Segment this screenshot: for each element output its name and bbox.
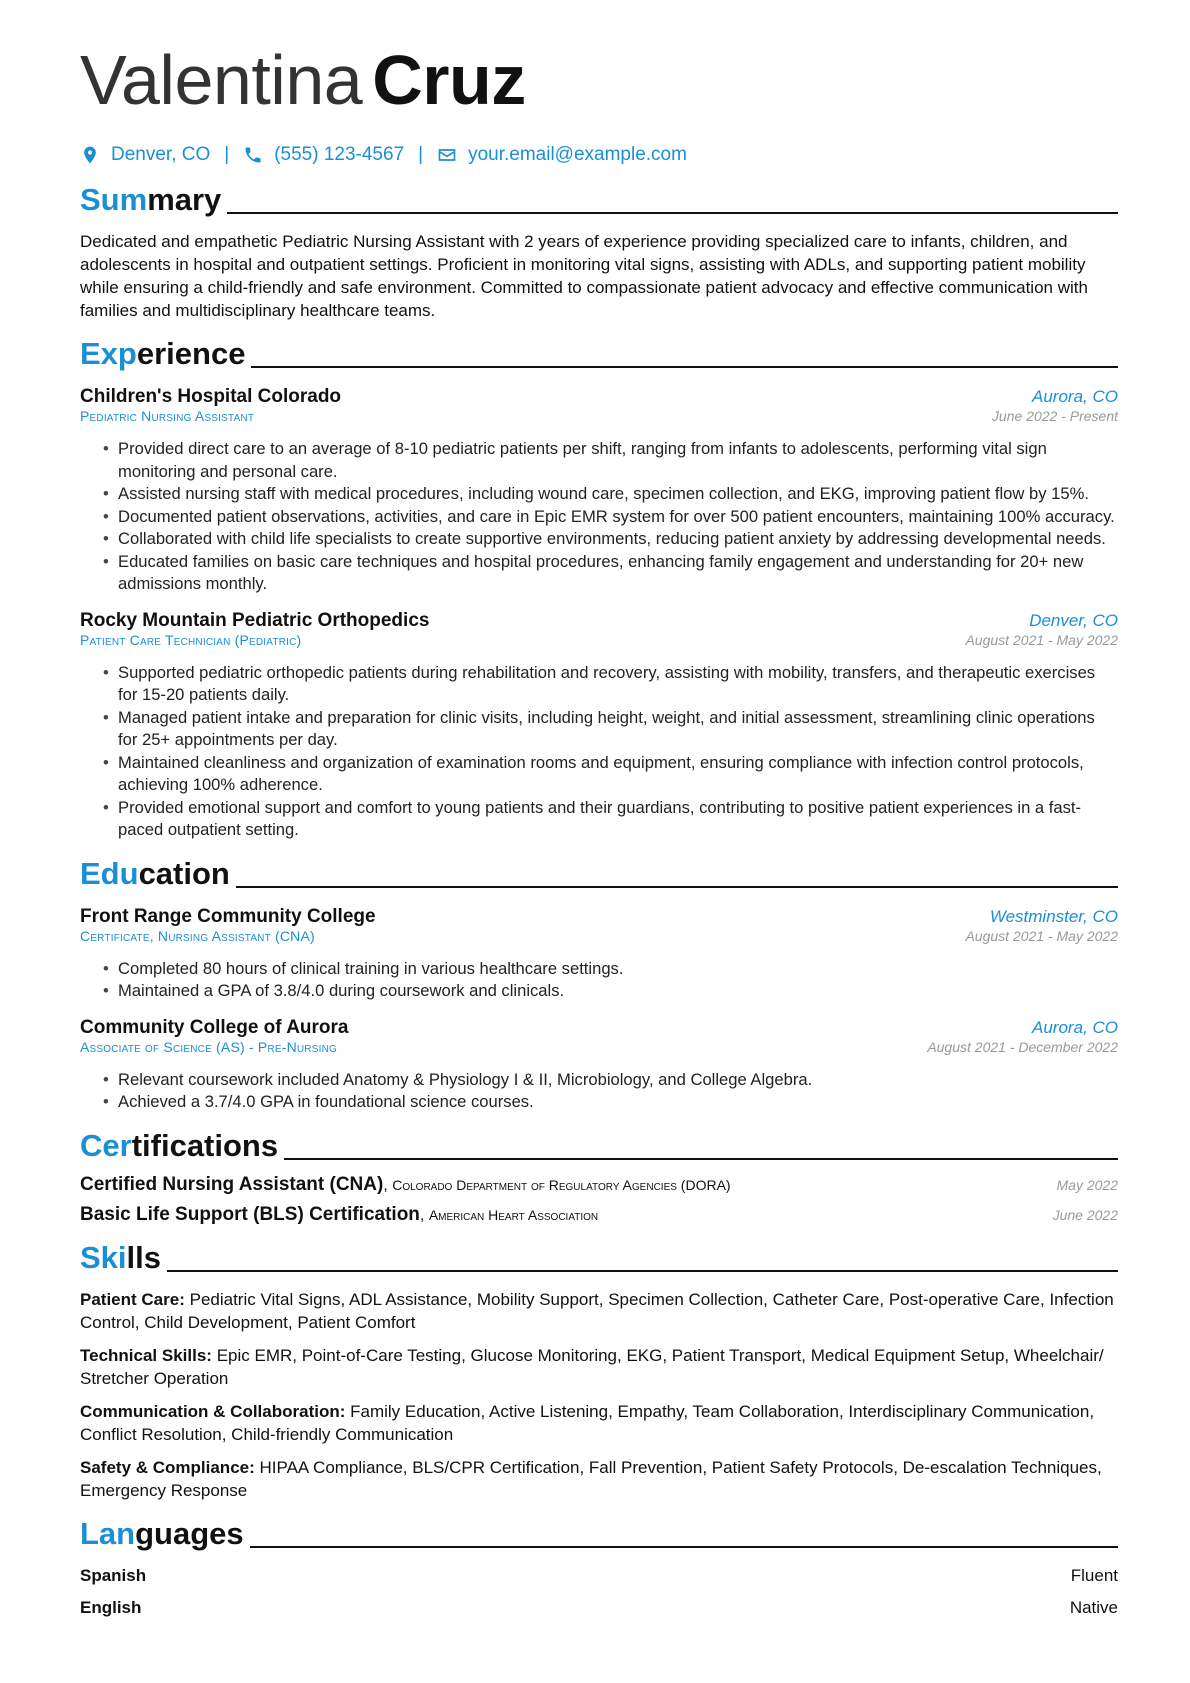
- certification-issuer: Colorado Department of Regulatory Agencies (DORA): [392, 1176, 731, 1193]
- certification-name: Basic Life Support (BLS) Certification: [80, 1203, 420, 1225]
- certification-list: [80, 1174, 1118, 1226]
- certification-name: Certified Nursing Assistant (CNA): [80, 1173, 384, 1195]
- skill-group-label: Patient Care:: [80, 1289, 185, 1309]
- employer-name: Children's Hospital Colorado: [80, 386, 342, 407]
- contact-phone[interactable]: [243, 144, 404, 166]
- entry-date: August 2021 - May 2022: [965, 631, 1118, 648]
- entry-date: August 2021 - December 2022: [927, 1038, 1118, 1055]
- envelope-icon: [437, 145, 457, 165]
- candidate-name: [80, 38, 1118, 122]
- bullet-item: • Collaborated with child life specialists to create supportive environments, reducing patient anxiety by addressing developmental needs.: [118, 528, 1118, 551]
- skill-group-label: Safety & Compliance:: [80, 1457, 255, 1477]
- section-header-certifications: [80, 1128, 1118, 1164]
- email-text: your.email@example.com: [468, 144, 687, 165]
- phone-text: (555) 123-4567: [274, 144, 405, 165]
- language-level: Fluent: [1070, 1565, 1118, 1585]
- entry-location: Aurora, CO: [1032, 1017, 1118, 1037]
- bullet-item: • Provided direct care to an average of 8-10 pediatric patients per shift, ranging from infants to adolescents, performing vital sign monitoring and personal care.: [118, 438, 1118, 483]
- contact-separator: |: [224, 144, 230, 165]
- bullet-item: • Maintained cleanliness and organization of examination rooms and equipment, ensuring compliance with infection control protocols, achieving 100% adherence.: [118, 752, 1118, 797]
- summary-text: Dedicated and empathetic Pediatric Nursing Assistant with 2 years of experience providing specialized care to infants, children, and adolescents in hospital and outpatient settings. Proficient in monitoring vital signs, assisting with ADLs, and supporting patient mobility while ensuring a child-friendly and safe environment. Committed to compassionate patient advocacy and effective communication with families and multidisciplinary healthcare teams.: [80, 232, 1088, 320]
- section-title: Summary: [80, 182, 222, 217]
- bullet-item: • Educated families on basic care techniques and hospital procedures, enhancing family engagement and understanding for 20+ new admissions monthly.: [118, 551, 1118, 596]
- language-name: English: [80, 1597, 142, 1617]
- location-text: Denver, CO: [111, 144, 211, 165]
- phone-icon: [243, 145, 263, 165]
- bullet-list: [80, 1069, 1118, 1114]
- section-divider: [250, 1546, 1118, 1548]
- bullet-item: • Provided emotional support and comfort to young patients and their guardians, contributing to positive patient experiences in a fast-paced outpatient setting.: [118, 797, 1118, 842]
- bullet-item: • Completed 80 hours of clinical training in various healthcare settings.: [118, 958, 1118, 981]
- employer-name: Rocky Mountain Pediatric Orthopedics: [80, 609, 430, 631]
- entry-location: Westminster, CO: [989, 906, 1118, 926]
- education-entry: [80, 1017, 1118, 1114]
- skill-group: [80, 1288, 1118, 1334]
- map-pin-icon: [80, 145, 100, 165]
- section-title: Education: [80, 855, 230, 891]
- entry-location: Aurora, CO: [1032, 387, 1118, 406]
- skill-group-label: Communication & Collaboration:: [80, 1401, 346, 1421]
- skill-group-items: Family Education, Active Listening, Empathy, Team Collaboration, Interdisciplinary Communication, Conflict Resolution, Child-friendly Communication: [80, 1401, 1095, 1444]
- section-header-languages: [80, 1516, 1118, 1552]
- contact-separator: |: [418, 144, 424, 165]
- language-item: [80, 1566, 1118, 1586]
- section-divider: [167, 1270, 1118, 1272]
- experience-entry: [80, 386, 1118, 596]
- bullet-item: • Relevant coursework included Anatomy & Physiology I & II, Microbiology, and College Algebra.: [118, 1069, 1118, 1092]
- language-level: Native: [1069, 1597, 1118, 1617]
- certification-issuer: American Heart Association: [428, 1206, 599, 1223]
- experience-entry: [80, 610, 1118, 842]
- bullet-item: • Supported pediatric orthopedic patients during rehabilitation and recovery, assisting with mobility, transfers, and therapeutic exercises for 15-20 patients daily.: [118, 662, 1118, 707]
- section-divider: [227, 212, 1118, 214]
- bullet-item: • Achieved a 3.7/4.0 GPA in foundational science courses.: [118, 1091, 1118, 1114]
- language-list: [80, 1566, 1118, 1618]
- entry-location: Denver, CO: [1029, 610, 1118, 630]
- section-title: Experience: [80, 336, 246, 371]
- skill-group: [80, 1456, 1118, 1502]
- skill-group-label: Technical Skills:: [80, 1345, 212, 1365]
- first-name: Valentina: [80, 41, 363, 119]
- section-header-skills: [80, 1240, 1118, 1276]
- bullet-list: [80, 662, 1118, 842]
- section-divider: [251, 366, 1118, 368]
- section-header-experience: [80, 336, 1118, 372]
- contact-email[interactable]: [437, 144, 687, 166]
- job-title: Patient Care Technician (Pediatric): [80, 631, 302, 648]
- section-header-education: [80, 856, 1118, 892]
- skill-group-items: Epic EMR, Point-of-Care Testing, Glucose Monitoring, EKG, Patient Transport, Medical Equipment Setup, Wheelchair/ Stretcher Operation: [80, 1345, 1104, 1388]
- contact-bar: [80, 142, 1118, 168]
- degree-title: Certificate, Nursing Assistant (CNA): [80, 927, 315, 944]
- entry-date: June 2022 - Present: [991, 408, 1118, 424]
- section-header-summary: [80, 182, 1118, 218]
- skill-group: [80, 1400, 1118, 1446]
- skill-group: [80, 1344, 1118, 1390]
- section-title: Languages: [80, 1515, 244, 1551]
- section-divider: [284, 1158, 1118, 1160]
- bullet-item: • Managed patient intake and preparation for clinic visits, including height, weight, and initial assessment, streamlining clinic operations for 25+ appointments per day.: [118, 707, 1118, 752]
- skill-group-items: HIPAA Compliance, BLS/CPR Certification, Fall Prevention, Patient Safety Protocols, De-escalation Techniques, Emergency Response: [80, 1457, 1102, 1500]
- section-title: Skills: [80, 1239, 161, 1275]
- bullet-list: [80, 438, 1118, 596]
- degree-title: Associate of Science (AS) - Pre-Nursing: [80, 1038, 337, 1055]
- section-title: Certifications: [80, 1127, 279, 1163]
- bullet-item: • Assisted nursing staff with medical procedures, including wound care, specimen collection, and EKG, improving patient flow by 15%.: [118, 483, 1118, 506]
- language-name: Spanish: [80, 1565, 147, 1585]
- certification-date: June 2022: [1052, 1206, 1118, 1223]
- school-name: Front Range Community College: [80, 905, 376, 927]
- education-entry: [80, 906, 1118, 1003]
- language-item: [80, 1598, 1118, 1618]
- certification-date: May 2022: [1056, 1176, 1118, 1193]
- skills-list: [80, 1288, 1118, 1502]
- section-divider: [236, 886, 1118, 888]
- last-name: Cruz: [372, 41, 526, 119]
- entry-date: August 2021 - May 2022: [965, 927, 1118, 944]
- bullet-list: [80, 958, 1118, 1003]
- certification-item: Basic Life Support (BLS) Certification, American Heart Association June 2022: [80, 1203, 1118, 1225]
- bullet-item: • Documented patient observations, activities, and care in Epic EMR system for over 500 patient encounters, maintaining 100% accuracy.: [118, 506, 1118, 529]
- job-title: Pediatric Nursing Assistant: [80, 408, 255, 424]
- school-name: Community College of Aurora: [80, 1016, 349, 1038]
- bullet-item: • Maintained a GPA of 3.8/4.0 during coursework and clinicals.: [118, 980, 1118, 1003]
- certification-item: Certified Nursing Assistant (CNA), Colorado Department of Regulatory Agencies (DORA) May 2022: [80, 1173, 1118, 1195]
- contact-location: [80, 144, 210, 166]
- skill-group-items: Pediatric Vital Signs, ADL Assistance, Mobility Support, Specimen Collection, Catheter Care, Post-operative Care, Infection Control, Child Development, Patient Comfort: [80, 1289, 1114, 1332]
